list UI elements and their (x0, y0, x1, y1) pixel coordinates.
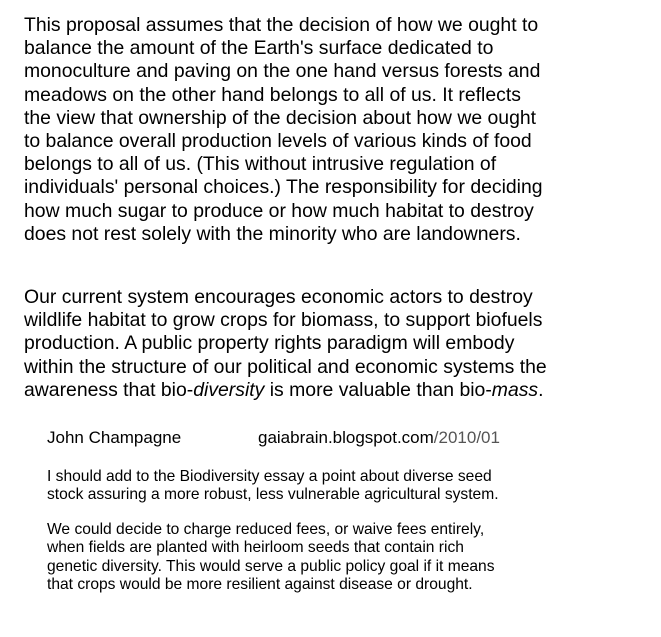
text-line: to balance overall production levels of various kinds of food (24, 130, 532, 153)
text-line: when fields are planted with heirloom seeds that contain rich (47, 539, 464, 557)
text-segment: awareness that bio- (24, 378, 194, 401)
text-line: This proposal assumes that the decision of how we ought to (24, 14, 539, 36)
current-system-paragraph (24, 286, 547, 402)
url-path: /2010/01 (433, 428, 500, 447)
signature-row (47, 428, 500, 448)
text-line: individuals' personal choices.) The responsibility for deciding (24, 176, 543, 199)
author-name: John Champagne (47, 428, 182, 447)
text-line: how much sugar to produce or how much habitat to destroy (24, 199, 534, 222)
text-line: within the structure of our political and economic systems the (24, 355, 547, 378)
emphasis-mass: mass (491, 378, 539, 401)
url-domain: gaiabrain.blogspot.com (258, 428, 434, 447)
text-line: the view that ownership of the decision about how we ought (24, 106, 537, 129)
text-line: I should add to the Biodiversity essay a point about diverse seed (47, 468, 492, 485)
text-line: meadows on the other hand belongs to all of us. It reflects (24, 83, 521, 106)
blog-url (258, 428, 500, 448)
text-line: does not rest solely with the minority who are landowners. (24, 222, 521, 245)
proposal-paragraph (24, 14, 543, 246)
text-line: genetic diversity. This would serve a public policy goal if it means (47, 557, 495, 575)
text-line: wildlife habitat to grow crops for biomass, to support biofuels (24, 309, 543, 332)
text-line-last (24, 379, 547, 402)
emphasis-diversity: diversity (193, 378, 265, 401)
text-segment: is more valuable than bio- (264, 378, 492, 401)
text-line: production. A public property rights paradigm will embody (24, 332, 515, 355)
text-line: monoculture and paving on the one hand versus forests and (24, 60, 541, 83)
text-line: Our current system encourages economic actors to destroy (24, 286, 533, 308)
text-line: balance the amount of the Earth's surface dedicated to (24, 37, 494, 60)
text-line: belongs to all of us. (This without intrusive regulation of (24, 153, 497, 176)
text-line: stock assuring a more robust, less vulnerable agricultural system. (47, 486, 499, 504)
text-line: We could decide to charge reduced fees, or waive fees entirely, (47, 521, 485, 538)
text-line: that crops would be more resilient against disease or drought. (47, 576, 473, 594)
fees-note (47, 521, 495, 595)
text-segment: . (538, 378, 544, 401)
addendum-note (47, 468, 499, 505)
